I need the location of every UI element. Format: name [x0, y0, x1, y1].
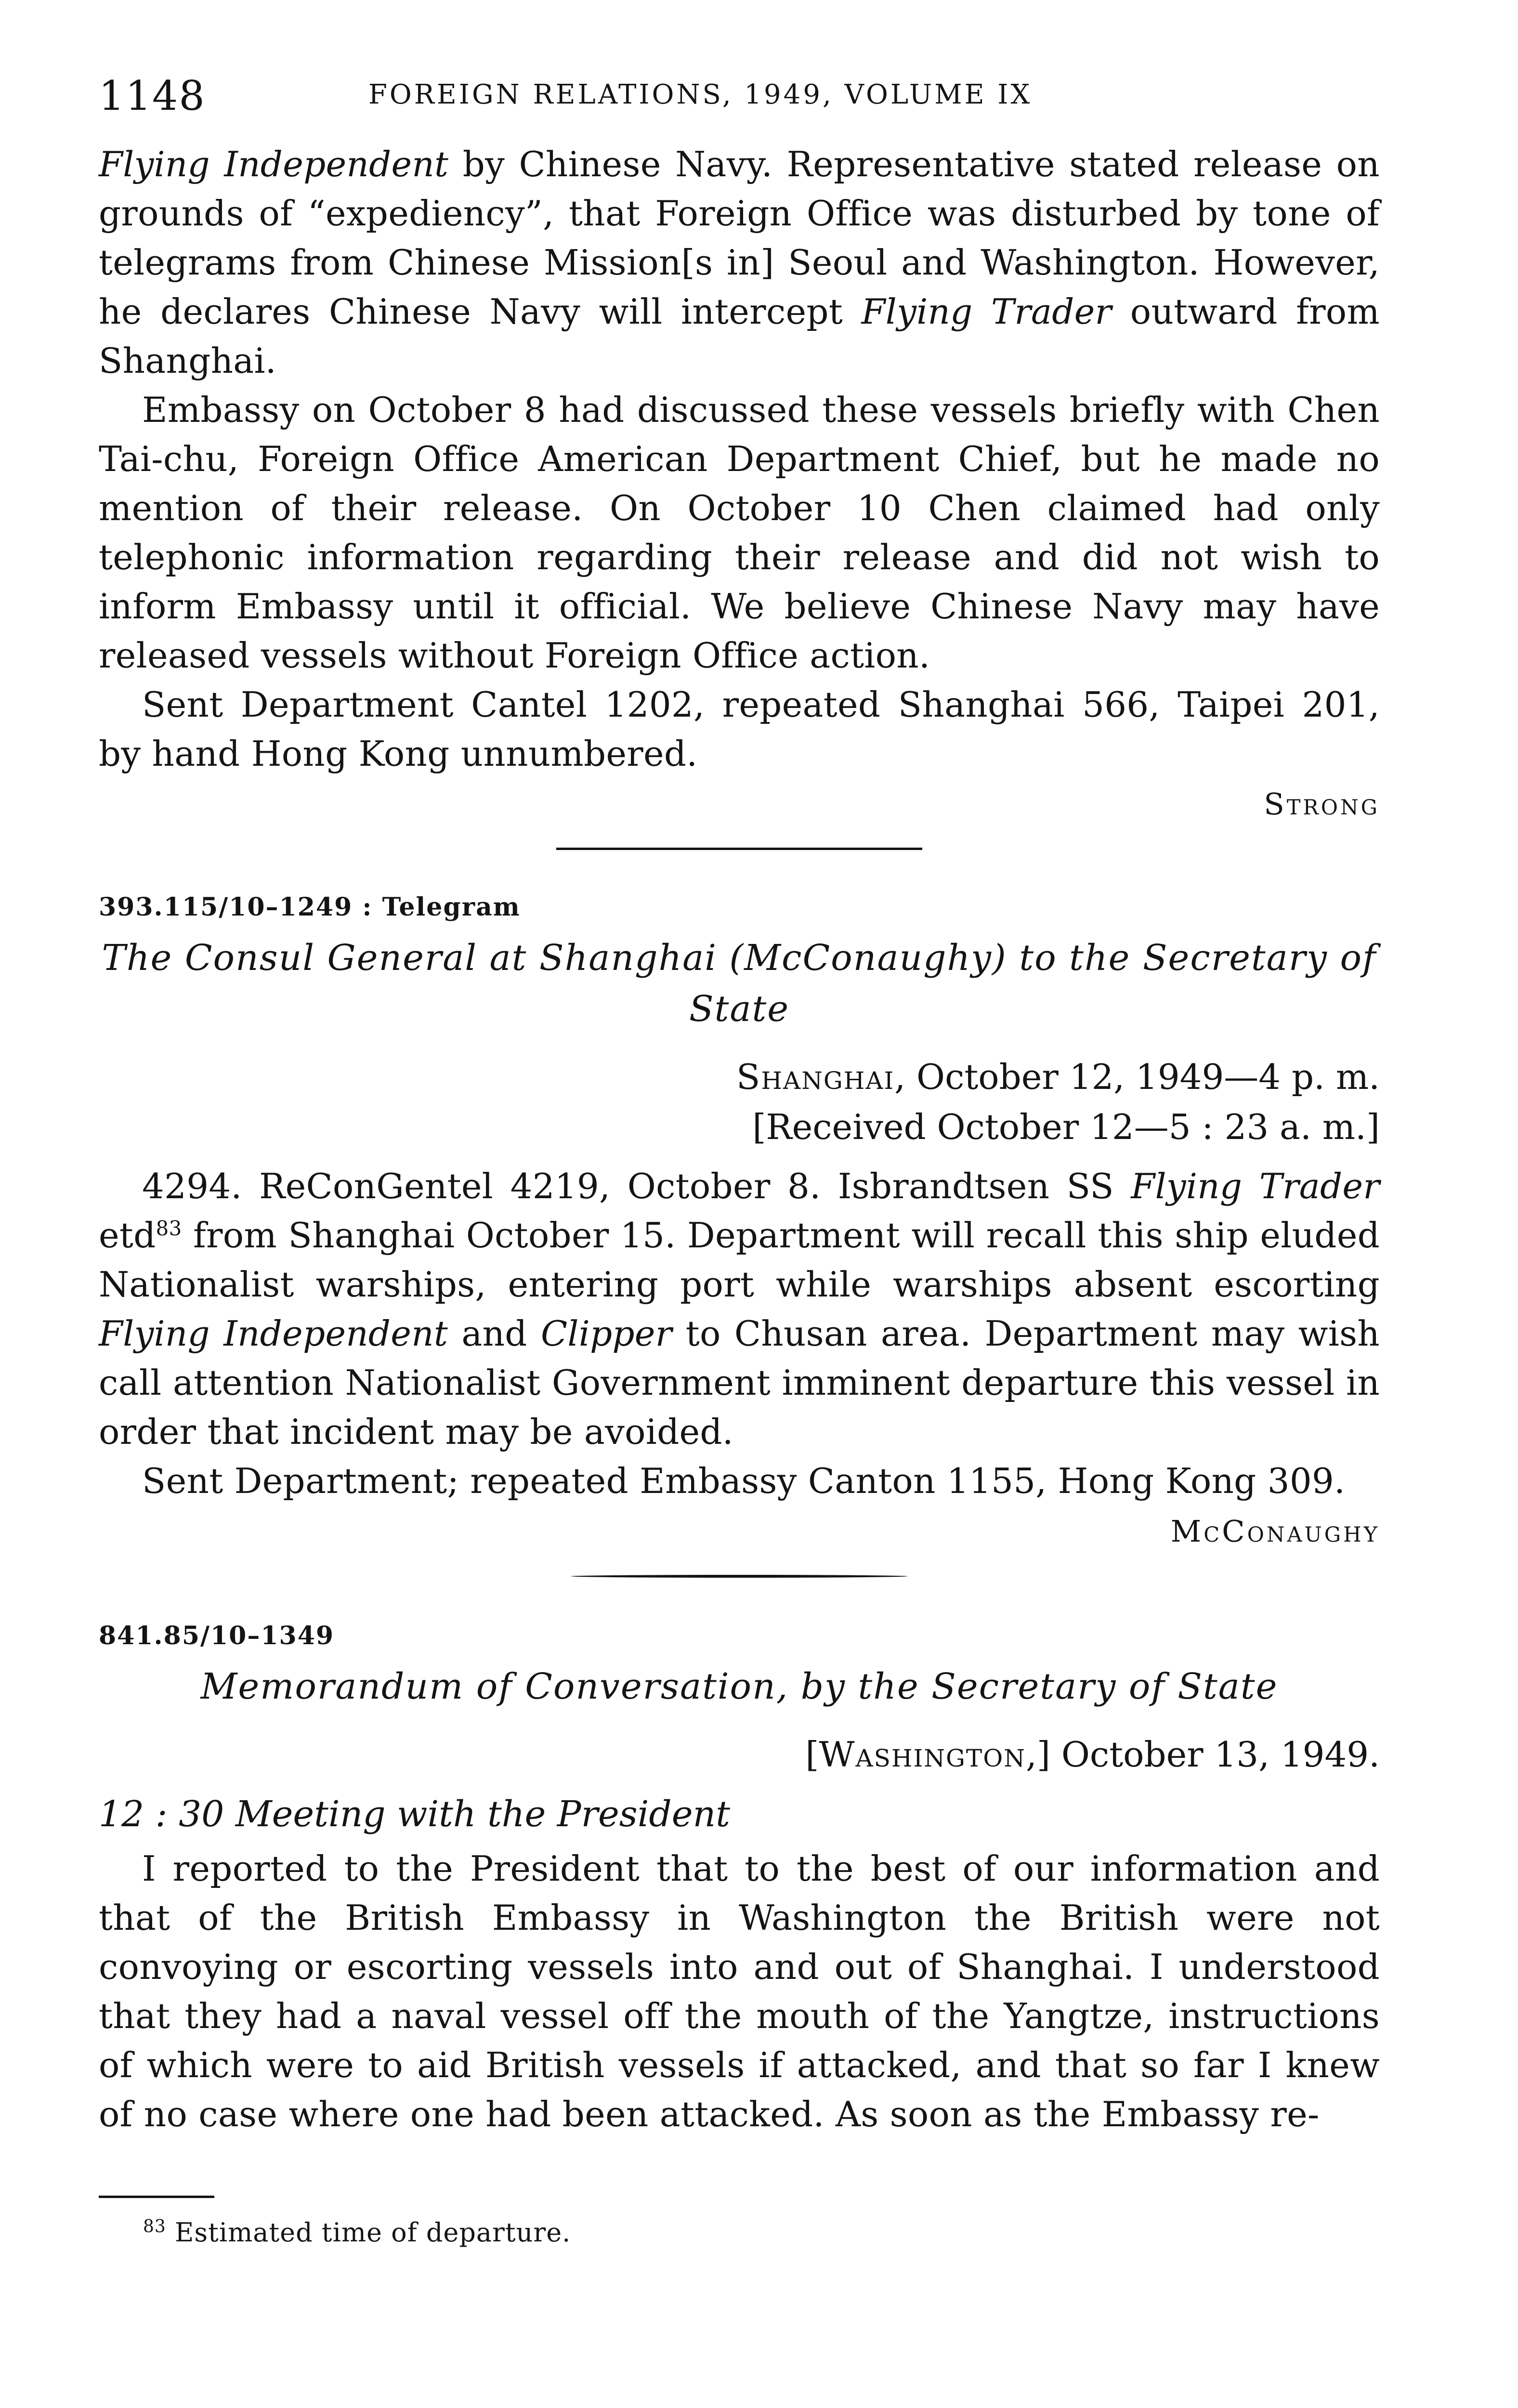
- footnote-reference: 83: [156, 1217, 182, 1240]
- document-page: [99, 72, 1380, 2248]
- file-reference: 393.115/10–1249 : Telegram: [99, 892, 521, 922]
- paragraph-telegram-4294: 4294. ReConGentel 4219, October 8. Isbrandtsen SS Flying Trader etd$^{83}$ from Shanghai October 15. Department will recall this ship eluded Nationalist warships, entering port while warships absent escorting Flying Independent and Clipper to Chusan area. Department may wish call attention Nationalist Government imminent departure this vessel in order that incident may be avoided.: [99, 1166, 1380, 1452]
- section-divider: [556, 848, 922, 850]
- document-title: The Consul General at Shanghai (McConaughy) to the Secretary of State: [102, 937, 1377, 1030]
- paragraph-distribution: Sent Department; repeated Embassy Canton 1155, Hong Kong 309.: [142, 1461, 1346, 1501]
- document-title: Memorandum of Conversation, by the Secretary of State: [200, 1666, 1278, 1707]
- vessel-name: Clipper: [540, 1313, 672, 1354]
- vessel-name: Flying Trader: [861, 291, 1112, 332]
- footnote-number: 83: [143, 2217, 166, 2237]
- dateline: [Washington,] October 13, 1949.: [805, 1734, 1380, 1775]
- vessel-name: Flying Trader: [1131, 1166, 1380, 1206]
- page-number: 1148: [99, 72, 206, 119]
- meeting-subheading: 12 : 30 Meeting with the President: [99, 1793, 730, 1835]
- paragraph-distribution: Sent Department Cantel 1202, repeated Shanghai 566, Taipei 201, by hand Hong Kong unnumbered.: [99, 684, 1380, 774]
- running-header: [99, 72, 1380, 130]
- vessel-name: Flying Independent: [99, 1313, 448, 1354]
- section-divider: [571, 1575, 908, 1578]
- footnote: $^{83}$ Estimated time of departure.: [143, 2217, 571, 2248]
- dateline: Shanghai, October 12, 1949—4 p. m. [Received October 12—5 : 23 a. m.]: [736, 1057, 1380, 1147]
- file-reference: 841.85/10–1349: [99, 1621, 335, 1650]
- running-title: FOREIGN RELATIONS, 1949, VOLUME IX: [368, 79, 1033, 110]
- paragraph-report-to-president: I reported to the President that to the best of our information and that of the British Embassy in Washington the British were not convoying or escorting vessels into and out of Shanghai. I understood that they had a naval vessel off the mouth of the Yangtze, instructions of which were to aid British vessels if attacked, and that so far I knew of no case where one had been attacked. As soon as the Embassy re-: [99, 1848, 1380, 2134]
- signature-mcconaughy: McConaughy: [1170, 1514, 1380, 1549]
- received-note: [Received October 12—5 : 23 a. m.]: [752, 1107, 1380, 1147]
- signature-strong: Strong: [1264, 786, 1380, 822]
- dateline-place: Shanghai: [736, 1057, 895, 1097]
- dateline-place: Washington: [819, 1734, 1026, 1775]
- paragraph-release-grounds: Flying Independent by Chinese Navy. Representative stated release on grounds of “expediency”, that Foreign Office was disturbed by tone of telegrams from Chinese Mission[s in] Seoul and Washington. However, he declares Chinese Navy will intercept Flying Trader outward from Shanghai.: [99, 144, 1380, 381]
- footnote-divider: [99, 2196, 214, 2198]
- vessel-name: Flying Independent: [99, 144, 449, 184]
- paragraph-embassy-discussion: Embassy on October 8 had discussed these vessels briefly with Chen Tai-chu, Foreign Office American Department Chief, but he made no mention of their release. On October 10 Chen claimed had only telephonic information regarding their release and did not wish to inform Embassy until it official. We believe Chinese Navy may have released vessels without Foreign Office action.: [99, 390, 1380, 676]
